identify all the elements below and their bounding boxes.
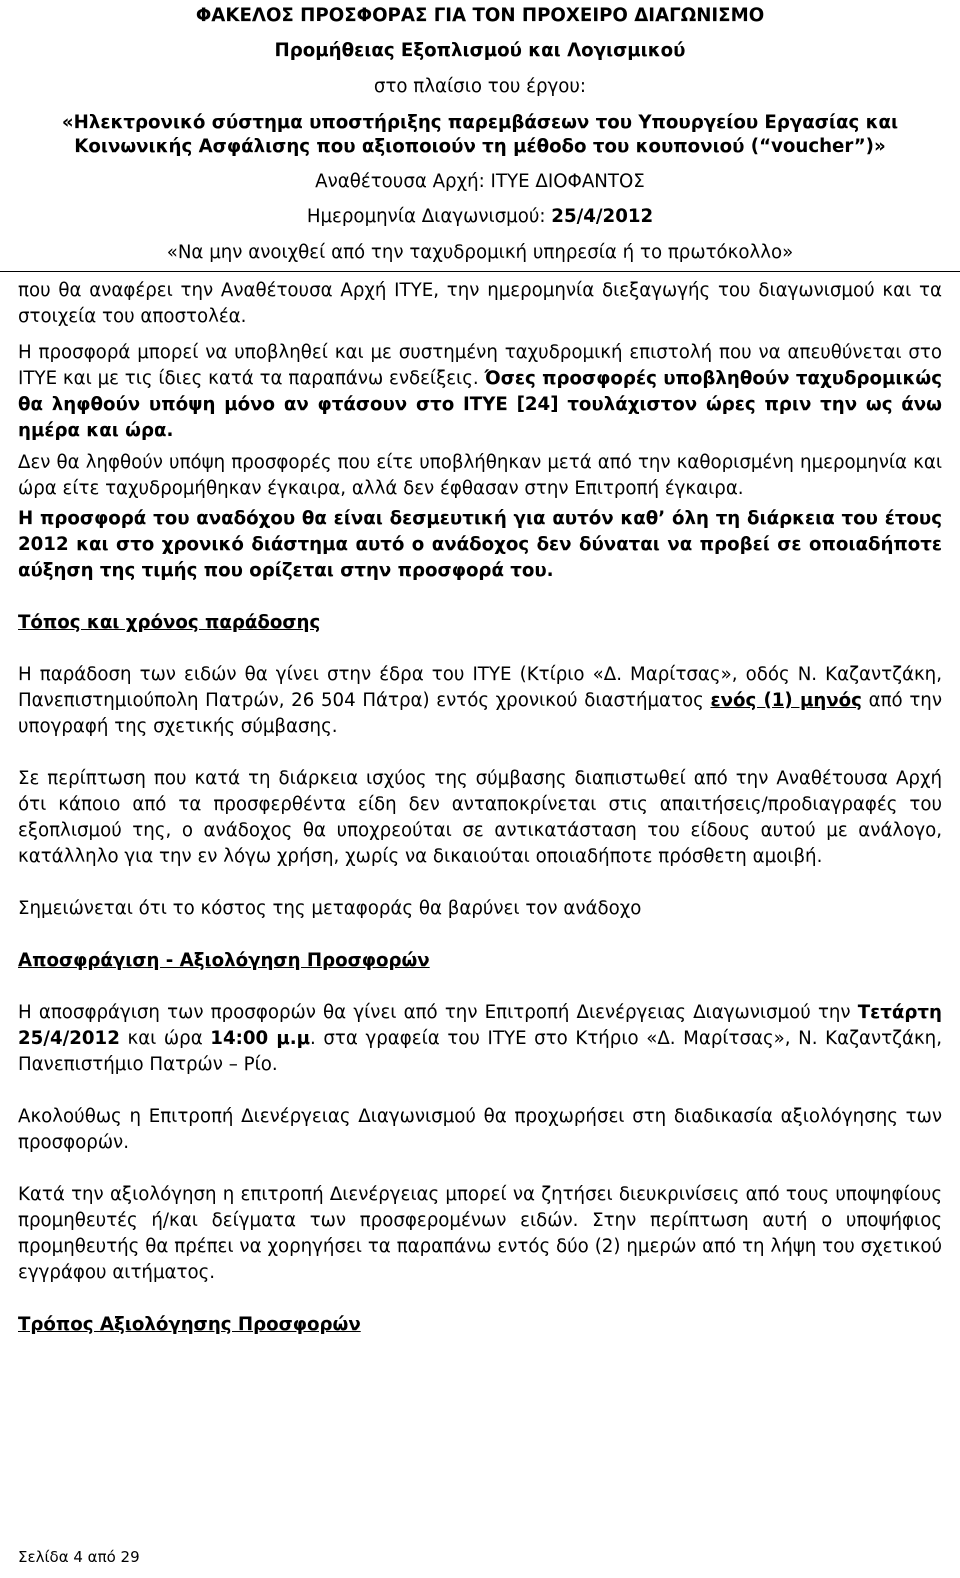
header-context: στο πλαίσιο του έργου:: [373, 76, 587, 97]
section-heading: Αποσφράγιση - Αξιολόγηση Προσφορών: [18, 950, 430, 971]
paragraph: Ακολούθως η Επιτροπή Διενέργειας Διαγωνισμού θα προχωρήσει στη διαδικασία αξιολόγησης των προσφορών.: [18, 1106, 942, 1153]
document-body: [18, 278, 942, 1338]
header-project-line2: Κοινωνικής Ασφάλισης που αξιοποιούν τη μέθοδο του κουπονιού (“voucher”)»: [74, 136, 886, 157]
paragraph: Σε περίπτωση που κατά τη διάρκεια ισχύος της σύμβασης διαπιστωθεί από την Αναθέτουσα Αρχή ότι κάποιο από τα προσφερθέντα είδη δεν ανταποκρίνεται στις απαιτήσεις/προδιαγραφές του εξοπλισμού της, ο ανάδοχος θα υποχρεούται σε αντικατάσταση του είδους αυτού με ανάλογο, κατάλληλο για την εν λόγω χρήση, χωρίς να δικαιούται οποιαδήποτε πρόσθετη αμοιβή.: [18, 768, 942, 867]
header-title: ΦΑΚΕΛΟΣ ΠΡΟΣΦΟΡΑΣ ΓΙΑ ΤΟΝ ΠΡΟΧΕΙΡΟ ΔΙΑΓΩΝΙΣΜΟ: [195, 5, 765, 26]
paragraph-text: Η παράδοση των ειδών θα γίνει στην έδρα του ΙΤΥΕ (Κτίριο «Δ. Μαρίτσας», οδός Ν. Καζαντζάκη, Πανεπιστημιούπολη Πατρών, 26 504 Πάτρα) εντός χρονικού διαστήματος: [18, 664, 942, 711]
header-notice: «Να μην ανοιχθεί από την ταχυδρομική υπηρεσία ή το πρωτόκολλο»: [166, 242, 794, 263]
paragraph: [18, 340, 942, 444]
paragraph-text: . στα γραφεία του ΙΤΥΕ στο Κτήριο «Δ. Μαρίτσας», Ν. Καζαντζάκη, Πανεπιστήμιο Πατρών – Ρίο.: [18, 1028, 942, 1075]
paragraph-text: Η προσφορά μπορεί να υποβληθεί και με συστημένη ταχυδρομική επιστολή που να απευθύνεται στο ΙΤΥΕ και με τις ίδιες κατά τα παραπάνω ενδείξεις.: [18, 342, 942, 389]
header-date-label: Ημερομηνία Διαγωνισμού:: [306, 206, 552, 227]
paragraph-emphasis: 14:00 μ.μ: [210, 1028, 311, 1049]
section-heading: Τόπος και χρόνος παράδοσης: [18, 612, 321, 633]
paragraph: Δεν θα ληφθούν υπόψη προσφορές που είτε υποβλήθηκαν μετά από την καθορισμένη ημερομηνία και ώρα είτε ταχυδρομήθηκαν έγκαιρα, αλλά δεν έφθασαν στην Επιτροπή έγκαιρα.: [18, 452, 942, 499]
header-date-value: 25/4/2012: [551, 206, 654, 227]
paragraph: Σημειώνεται ότι το κόστος της μεταφοράς θα βαρύνει τον ανάδοχο: [18, 898, 642, 919]
header-project-line1: «Ηλεκτρονικό σύστημα υποστήριξης παρεμβάσεων του Υπουργείου Εργασίας και: [61, 112, 899, 133]
paragraph: [18, 662, 942, 740]
paragraph-text: από την υπογραφή της σχετικής σύμβασης.: [18, 690, 942, 737]
header-date: [0, 205, 960, 229]
header-box: [0, 0, 960, 272]
paragraph-bold-text: Όσες προσφορές υποβληθούν ταχυδρομικώς θα ληφθούν υπόψη μόνο αν φτάσουν στο ΙΤΥΕ [24] τουλάχιστον ώρες πριν την ως άνω ημέρα και ώρα.: [18, 368, 942, 441]
paragraph-text: Η αποσφράγιση των προσφορών θα γίνει από την Επιτροπή Διενέργειας Διαγωνισμού την: [18, 1002, 858, 1023]
paragraph-emphasis: Τετάρτη 25/4/2012: [18, 1002, 942, 1049]
section-heading: Τρόπος Αξιολόγησης Προσφορών: [18, 1314, 361, 1335]
paragraph: που θα αναφέρει την Αναθέτουσα Αρχή ΙΤΥΕ, την ημερομηνία διεξαγωγής του διαγωνισμού και τα στοιχεία του αποστολέα.: [18, 280, 942, 327]
paragraph-bold: Η προσφορά του αναδόχου θα είναι δεσμευτική για αυτόν καθ’ όλη τη διάρκεια του έτους 2012 και στο χρονικό διάστημα αυτό ο ανάδοχος δεν δύναται να προβεί σε οποιαδήποτε αύξηση της τιμής που ορίζεται στην προσφορά του.: [18, 508, 942, 581]
paragraph-text: και ώρα: [119, 1028, 211, 1049]
page-footer: Σελίδα 4 από 29: [18, 1548, 140, 1566]
header-authority: Αναθέτουσα Αρχή: ΙΤΥΕ ΔΙΟΦΑΝΤΟΣ: [315, 171, 645, 192]
paragraph-emphasis: ενός (1) μηνός: [710, 690, 862, 711]
header-subtitle: Προμήθειας Εξοπλισμού και Λογισμικού: [274, 40, 686, 61]
paragraph: Κατά την αξιολόγηση η επιτροπή Διενέργειας μπορεί να ζητήσει διευκρινίσεις από τους υποψηφίους προμηθευτές ή/και δείγματα των προσφερομένων ειδών. Στην περίπτωση αυτή ο υποψήφιος προμηθευτής θα πρέπει να χορηγήσει τα παραπάνω εντός δύο (2) ημερών από τη λήψη του σχετικού εγγράφου αιτήματος.: [18, 1184, 942, 1283]
paragraph: [18, 1000, 942, 1078]
